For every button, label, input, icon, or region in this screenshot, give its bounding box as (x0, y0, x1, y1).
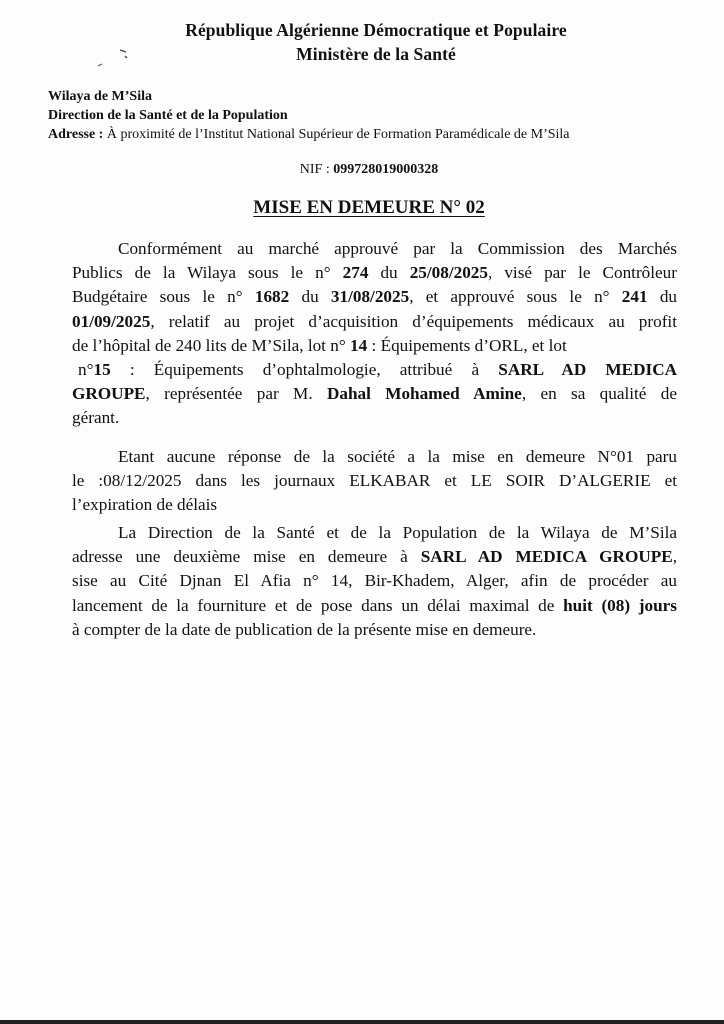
p1-line-5: de l’hôpital de 240 lits de M’Sila, lot n° 14 : Équipements d’ORL, et lot (72, 335, 567, 355)
p3-line-3: sise au Cité Djnan El Afia n° 14, Bir-Khadem, Alger, afin de procéder au (72, 571, 677, 591)
p1-line-1: Conformément au marché approuvé par la Commission des Marchés (118, 239, 677, 258)
address-label: Adresse : (48, 127, 104, 142)
address-value: À proximité de l’Institut National Supérieur de Formation Paramédicale de M’Sila (106, 127, 570, 142)
paragraph-no-response (72, 445, 677, 518)
p1-line-3: Budgétaire sous le n° 1682 du 31/08/2025, et approuvé sous le n° 241 du (72, 287, 678, 307)
p2-line-3: l’expiration de délais (72, 495, 218, 515)
p1-line-8: gérant. (72, 408, 120, 428)
nif-value: 099728019000328 (333, 162, 439, 177)
ministry-heading: Ministère de la Santé (296, 44, 456, 64)
direction-line: Direction de la Santé et de la Population (48, 108, 288, 123)
p2-line-2: le :08/12/2025 dans les journaux ELKABAR et LE SOIR D’ALGERIE et (72, 471, 677, 491)
wilaya-line: Wilaya de M’Sila (48, 89, 152, 104)
paragraph-contract (72, 237, 677, 431)
p1-line-2: Publics de la Wilaya sous le n° 274 du 25/08/2025, visé par le Contrôleur (72, 263, 677, 283)
p3-line-1: La Direction de la Santé et de la Population de la Wilaya de M’Sila (118, 523, 677, 542)
nif-label: NIF : (299, 162, 330, 177)
scan-bottom-edge (0, 1020, 724, 1024)
p1-line-4: 01/09/2025, relatif au projet d’acquisition d’équipements médicaux au profit (72, 311, 677, 331)
p3-line-2: adresse une deuxième mise en demeure à SARL AD MEDICA GROUPE, (72, 547, 678, 567)
p3-line-5: à compter de la date de publication de la présente mise en demeure. (72, 619, 537, 639)
paragraph-second-notice (72, 521, 677, 642)
republic-heading: République Algérienne Démocratique et Populaire (185, 20, 567, 40)
p3-line-4: lancement de la fourniture et de pose dans un délai maximal de huit (08) jours (72, 595, 677, 615)
nif-line (0, 162, 724, 178)
address-line (48, 127, 570, 143)
p2-line-1: Etant aucune réponse de la société a la mise en demeure N°01 paru (118, 447, 677, 466)
document-title: MISE EN DEMEURE N° 02 (253, 197, 485, 218)
p1-line-6: n°15 : Équipements d’ophtalmologie, attribué à SARL AD MEDICA (78, 360, 678, 380)
p1-line-7: GROUPE, représentée par M. Dahal Mohamed Amine, en sa qualité de (72, 384, 677, 404)
